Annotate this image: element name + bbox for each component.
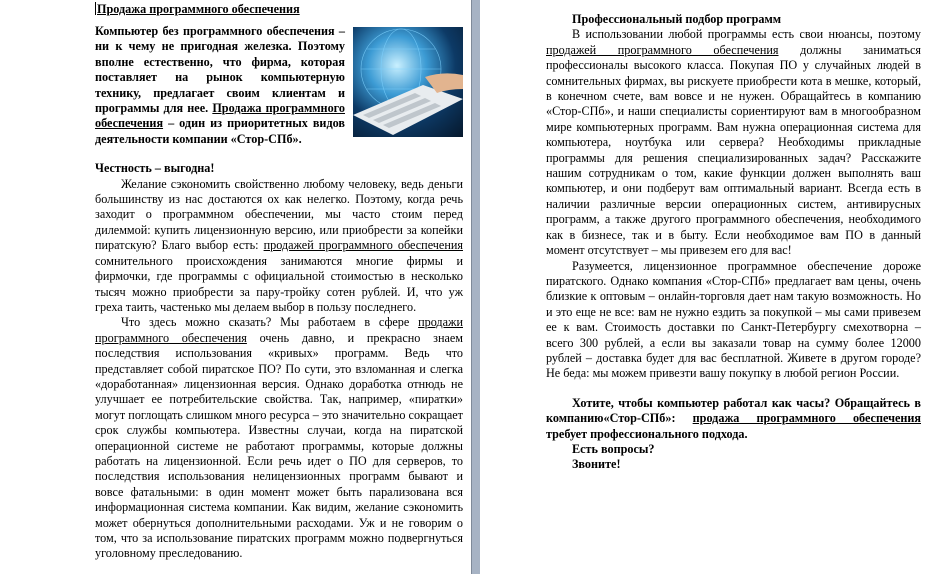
keyboard-globe-icon (353, 27, 463, 137)
call-to-action: Хотите, чтобы компьютер работал как часы? Обращайтесь в компанию«Стор-СПб»: продажа программного обеспечения требует профессионального подхода. (546, 395, 921, 441)
cta-link[interactable]: продажа программного обеспечения (692, 411, 921, 426)
paragraph-2: Что здесь можно сказать? Мы работаем в сфере продажи программного обеспечения очень давно, и прекрасно знаем последствия использования «кривых» программ. Ведь что представляет собой пиратское ПО? По сути, это взломанная и слегка «доработанная» лицензионная версия. Однако доработка отнюдь не улучшает ее потребительские свойства. Так, например, «пиратки» могут поглощать слишком много ресурса – это значительно сокращает срок службы компьютера. Известны случаи, когда на пиратской операционной системе не работают программы, которые должны работать на лицензионной. Если речь идет о ПО для серверов, то последствия использования нелицензионных программ бывают и вовсе фатальными: в один момент может быть парализована вся информационная система компании. Как видим, желание сэкономить может обернуться дополнительными расходами. Уж и не говорим о том, что за использование пиратских программ можно подвергнуться уголовному преследованию. (95, 315, 463, 561)
spacer (95, 147, 463, 161)
page-title: Продажа программного обеспечения (97, 2, 300, 16)
section-heading-honesty: Честность – выгодна! (95, 161, 215, 176)
paragraph-4: Разумеется, лицензионное программное обеспечение дороже пиратского. Однако компания «Стор-СПб» предлагает вам цены, очень близкие к оптовым – онлайн-торговля дает нам такую возможность. Но и это еще не все: вам не нужно ездить за покупкой – мы сами привезем ее к вам. Стоимость доставки по Санкт-Петербургу смехотворна – всего 300 рублей, а если вы заказали товар на сумму более 12000 рублей – доставка будет для вас бесплатной. Живете в другом городе? Не беда: мы можем привезти вашу покупку в любой регион России. (546, 258, 921, 381)
paragraph-1-link[interactable]: продажей программного обеспечения (263, 238, 463, 253)
paragraph-1: Желание сэкономить свойственно любому человеку, ведь деньги большинству из нас достаются ох как нелегко. Поэтому, когда речь заходит о программном обеспечении, мы часто стоим перед дилеммой: купить лицензионную версию, или приобрести за копейки пиратскую? Благо выбор есть: продажей программного обеспечения сомнительного происхождения занимаются многие фирмы и фирмочки, где программы с официальной стоимостью в несколько тысяч можно приобрести за пару-тройку сотен рублей. И, что уж греха таить, частенько мы делаем выбор в пользу последнего. (95, 176, 463, 314)
questions-line: Есть вопросы? (572, 441, 655, 456)
paragraph-3: В использовании любой программы есть свои нюансы, поэтому продажей программного обеспечения должны заниматься профессионалы высокого класса. Покупая ПО у случайных людей в сомнительных фирмах, вы рискуете приобрести кота в мешке, который, в конечном счете, вам вовсе и не нужен. Обращайтесь в компанию «Стор-СПб», и наши специалисты сориентируют вам в многообразном мире компьютерных программ. Вам нужна операционная система для компьютера, ноутбука или сервера? Необходимы прикладные программы для решения специализированных задач? Расскажите нашим сотрудникам о том, какие функции должен выполнять ваш компьютер, и они подберут вам оптимальный вариант. Всегда есть в наличии различные версии операционных систем, антивирусных программ, а также другого программного обеспечения, необходимого как в бизнесе, так и в быту. Если необходимое вам ПО в данный момент отсутствует – мы привезем его для вас! (546, 27, 921, 258)
document-page-left (0, 0, 472, 574)
document-page-right (480, 0, 947, 574)
text-cursor (95, 2, 96, 15)
spacer (546, 382, 921, 396)
paragraph-2-link[interactable]: продажи программного обеспечения (95, 315, 463, 345)
intro-paragraph: Компьютер без программного обеспечения – ни к чему не пригодная железка. Поэтому вполне естественно, что фирма, которая поставляет на рынок компьютерную технику, предлагает своим клиентам и программы для нее. Продажа программного обеспечения – один из приоритетных видов деятельности компании «Стор-СПб». (95, 24, 345, 146)
keyboard-globe-image (353, 27, 463, 137)
section-heading-selection: Профессиональный подбор программ (572, 12, 782, 26)
intro-link[interactable]: Продажа программного обеспечения (95, 101, 345, 131)
paragraph-3-link[interactable]: продажей программного обеспечения (546, 42, 779, 57)
call-line: Звоните! (572, 457, 621, 472)
